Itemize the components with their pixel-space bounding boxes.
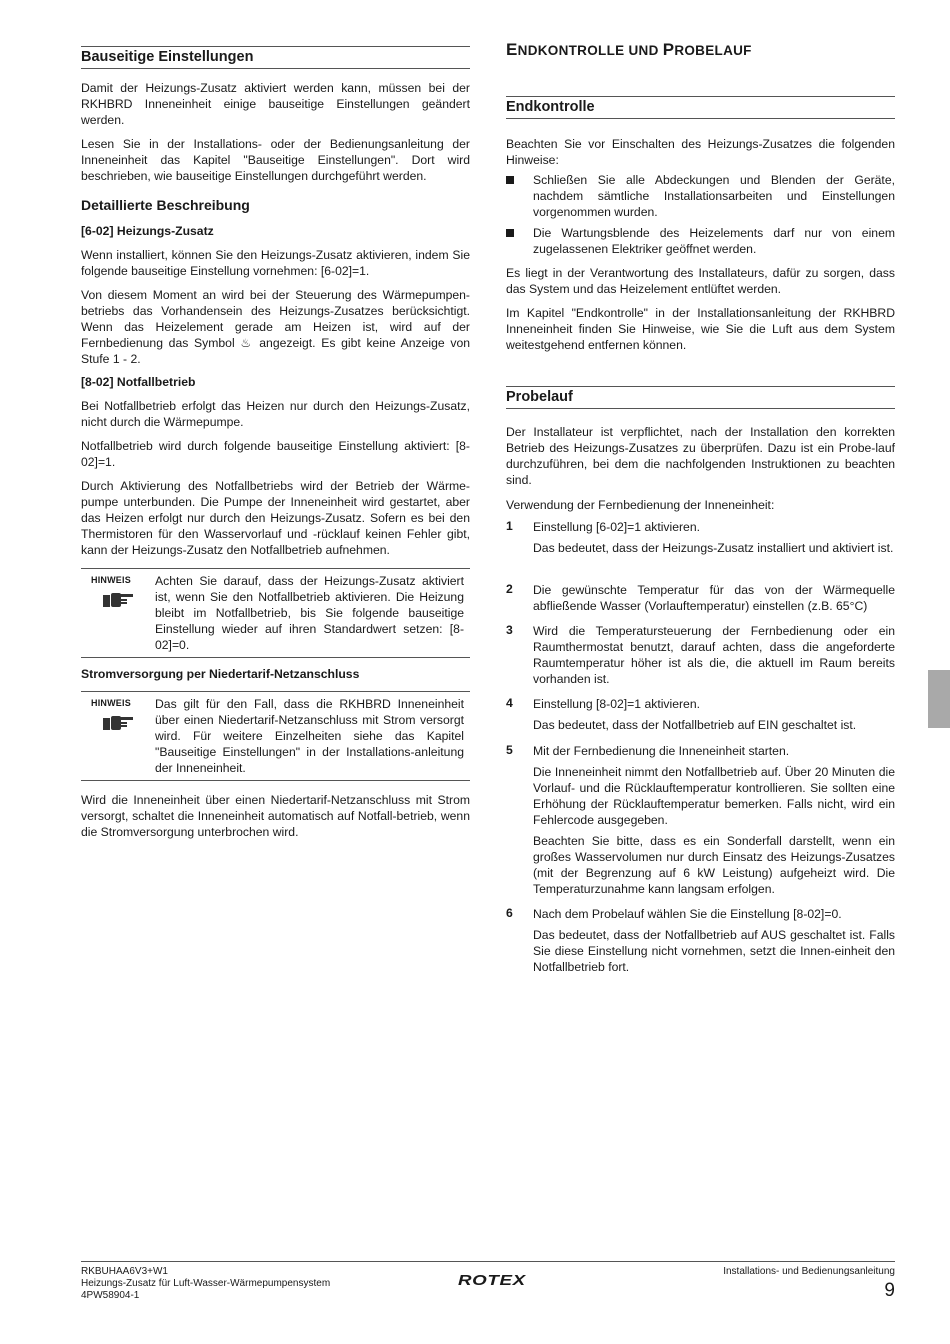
note-tag: HINWEIS bbox=[91, 698, 131, 708]
bullet-item bbox=[506, 225, 895, 257]
note-text-container: Achten Sie darauf, dass der Heizungs-Zusatz aktiviert ist, wenn Sie den Notfallbetrieb aktivieren. Die Heizung bleibt im Notfallbetrieb, bis Sie folgende bauseitige Einstellung wieder auf ihren Standardwert setzen: [8-02]=0. bbox=[155, 574, 464, 652]
step-number: 4 bbox=[506, 696, 513, 710]
step-text: Nach dem Probelauf wählen Sie die Einstellung [8-02]=0. Das bedeutet, dass der Notfallbetrieb auf AUS geschaltet ist. Falls Sie diese Einstellung nicht vornehmen, setzt die Innen-einheit den Notfallbetrieb fort. bbox=[533, 907, 895, 974]
bullet-text: Die Wartungsblende des Heizelements darf nur von einem zugelassenen Elektriker geöffnet werden. bbox=[533, 226, 895, 256]
step-text: Einstellung [8-02]=1 aktivieren. Das bedeutet, dass der Notfallbetrieb auf EIN geschaltet ist. bbox=[533, 697, 857, 732]
label-6-02: [6-02] Heizungs-Zusatz bbox=[81, 224, 214, 238]
paragraph: Lesen Sie in der Installations- oder der Bedienungsanleitung der Inneneinheit das Kapitel "Bauseitige Einstellungen". Dort wird beschrieben, wie bauseitige Einstellungen durchgeführt werden. bbox=[81, 137, 470, 183]
step-text: Einstellung [6-02]=1 aktivieren. Das bedeutet, dass der Heizungs-Zusatz installiert und aktiviert ist. bbox=[533, 520, 894, 555]
page-footer bbox=[81, 1261, 895, 1301]
subsection-title-detaillierte-beschreibung: Detaillierte Beschreibung bbox=[81, 197, 250, 213]
paragraph: Wenn installiert, können Sie den Heizungs-Zusatz aktivieren, indem Sie folgende bauseitige Einstellung vornehmen: [6-02]=1. bbox=[81, 248, 470, 278]
paragraph: Notfallbetrieb wird durch folgende bauseitige Einstellung aktiviert: [8-02]=1. bbox=[81, 439, 470, 469]
paragraph: Verwendung der Fernbedienung der Inneneinheit: bbox=[506, 498, 775, 512]
label-8-02: [8-02] Notfallbetrieb bbox=[81, 375, 196, 389]
note-tag: HINWEIS bbox=[91, 575, 131, 585]
bullet-item bbox=[506, 172, 895, 220]
section-title-bauseitige-einstellungen: Bauseitige Einstellungen bbox=[81, 46, 470, 69]
bullet-text: Schließen Sie alle Abdeckungen und Blenden der Geräte, nachdem sämtliche Installationsarbeiten und Einstellungen vorgenommen wurden. bbox=[533, 173, 895, 219]
step-text: Mit der Fernbedienung die Inneneinheit starten. Die Inneneinheit nimmt den Notfallbetrieb auf. Über 20 Minuten die Vorlauf- und die Rücklauftemperatur kontrollieren. Sie sollten eine Erhöhung der Rücklauftemperatur bemerken. Falls nicht, wird ein Fehlercode ausgegeben. Beachten Sie bitte, dass es ein Sonderfall darstellt, wenn ein großes Wasservolumen nur durch Einsatz des Heizungs-Zusatzes (mit der Begrenzung auf 6 kW Leistung) aufgeheizt wird. Die Temperaturzunahme kann langsam erfolgen. bbox=[533, 744, 895, 896]
paragraph: Wird die Inneneinheit über einen Niedertarif-Netzanschluss mit Strom versorgt, schaltet die Inneneinheit automatisch auf Notfall-betrieb, wenn die Stromversorgung unterbrochen wird. bbox=[81, 793, 470, 839]
paragraph: Beachten Sie vor Einschalten des Heizungs-Zusatzes die folgenden Hinweise: bbox=[506, 137, 895, 167]
note-box bbox=[81, 568, 470, 658]
chapter-title-part: NDKONTROLLE UND bbox=[517, 43, 663, 58]
label-stromversorgung: Stromversorgung per Niedertarif-Netzanschluss bbox=[81, 667, 360, 681]
step-number: 3 bbox=[506, 623, 513, 637]
chapter-tab-marker bbox=[928, 670, 950, 728]
step-item bbox=[506, 696, 895, 733]
footer-product: Heizungs-Zusatz für Luft-Wasser-Wärmepumpensystem bbox=[81, 1278, 331, 1289]
footer-doc-number: 4PW58904-1 bbox=[81, 1290, 140, 1301]
chapter-title-part: P bbox=[662, 40, 675, 59]
step-number: 2 bbox=[506, 582, 513, 596]
step-item bbox=[506, 582, 895, 614]
step-item bbox=[506, 743, 895, 897]
step-number: 5 bbox=[506, 743, 513, 757]
page-number: 9 bbox=[884, 1280, 895, 1301]
footer-model: RKBUHAA6V3+W1 bbox=[81, 1266, 168, 1277]
step-text: Die gewünschte Temperatur für das von der Wärmequelle abfließende Wasser (Vorlauftemperatur) einstellen (z.B. 65°C) bbox=[533, 583, 895, 613]
step-number: 1 bbox=[506, 519, 513, 533]
bullet-square bbox=[506, 176, 514, 184]
pointing-hand-icon bbox=[101, 714, 135, 732]
section-title-endkontrolle: Endkontrolle bbox=[506, 96, 895, 119]
paragraph: Es liegt in der Verantwortung des Installateurs, dafür zu sorgen, dass das System und das Heizelement entlüftet werden. bbox=[506, 266, 895, 296]
step-item bbox=[506, 519, 895, 556]
chapter-title-part: E bbox=[506, 40, 518, 59]
rotex-logo: ROTEX bbox=[458, 1272, 526, 1289]
paragraph: Bei Notfallbetrieb erfolgt das Heizen nur durch den Heizungs-Zusatz, nicht durch die Wärmepumpe. bbox=[81, 399, 470, 429]
pointing-hand-icon bbox=[101, 591, 135, 609]
step-item bbox=[506, 623, 895, 687]
chapter-title-part: ROBELAUF bbox=[674, 43, 752, 58]
footer-manual-title: Installations- und Bedienungsanleitung bbox=[723, 1266, 895, 1277]
note-text-container: Das gilt für den Fall, dass die RKHBRD Inneneinheit über einen Niedertarif-Netzanschluss mit Strom versorgt wird. Für weitere Einzelheiten siehe das Kapitel "Bauseitige Einstellungen" in der Installations-anleitung der Inneneinheit. bbox=[155, 697, 464, 775]
paragraph: Von diesem Moment an wird bei der Steuerung des Wärmepumpen-betriebs das Vorhandensein des Heizungs-Zusatzes berücksichtigt. Wenn das Heizelement gerade am Heizen ist, wird auf der Fernbedienung das Symbol ♨ angezeigt. Es gibt keine Anzeige von Stufe 1 - 2. bbox=[81, 288, 470, 366]
section-title-probelauf: Probelauf bbox=[506, 386, 895, 409]
step-number: 6 bbox=[506, 906, 513, 920]
paragraph: Der Installateur ist verpflichtet, nach der Installation den korrekten Betrieb des Heizungs-Zusatzes zu überprüfen. Dazu ist ein Probe-lauf durchzuführen, bei dem die nachfolgenden Instruktionen zu beachten sind. bbox=[506, 425, 895, 487]
paragraph: Im Kapitel "Endkontrolle" in der Installationsanleitung der RKHBRD Inneneinheit finden Sie Hinweise, wie Sie die Luft aus dem System weitestgehend entfernen können. bbox=[506, 306, 895, 352]
chapter-title bbox=[506, 40, 752, 60]
paragraph: Damit der Heizungs-Zusatz aktiviert werden kann, müssen bei der RKHBRD Inneneinheit einige bauseitige Einstellungen geändert werden. bbox=[81, 81, 470, 127]
step-text: Wird die Temperatursteuerung der Fernbedienung oder ein Raumthermostat benutzt, darauf achten, dass die angeforderte Raumtemperatur höher ist als die, die aktuell im Raum bereits vorhanden ist. bbox=[533, 624, 895, 686]
bullet-square bbox=[506, 229, 514, 237]
paragraph: Durch Aktivierung des Notfallbetriebs wird der Betrieb der Wärme-pumpe unterbunden. Die Pumpe der Inneneinheit wird gestartet, aber das Heizen erfolgt nur durch den Heizungs-Zusatz. Sofern es bei den Thermistoren für den Wasservorlauf und -rücklauf keinen Fehler gibt, kann der Heizungs-Zusatz den Notfallbetrieb aufnehmen. bbox=[81, 479, 470, 557]
note-box bbox=[81, 691, 470, 781]
footer-left bbox=[81, 1266, 330, 1302]
step-item bbox=[506, 906, 895, 975]
